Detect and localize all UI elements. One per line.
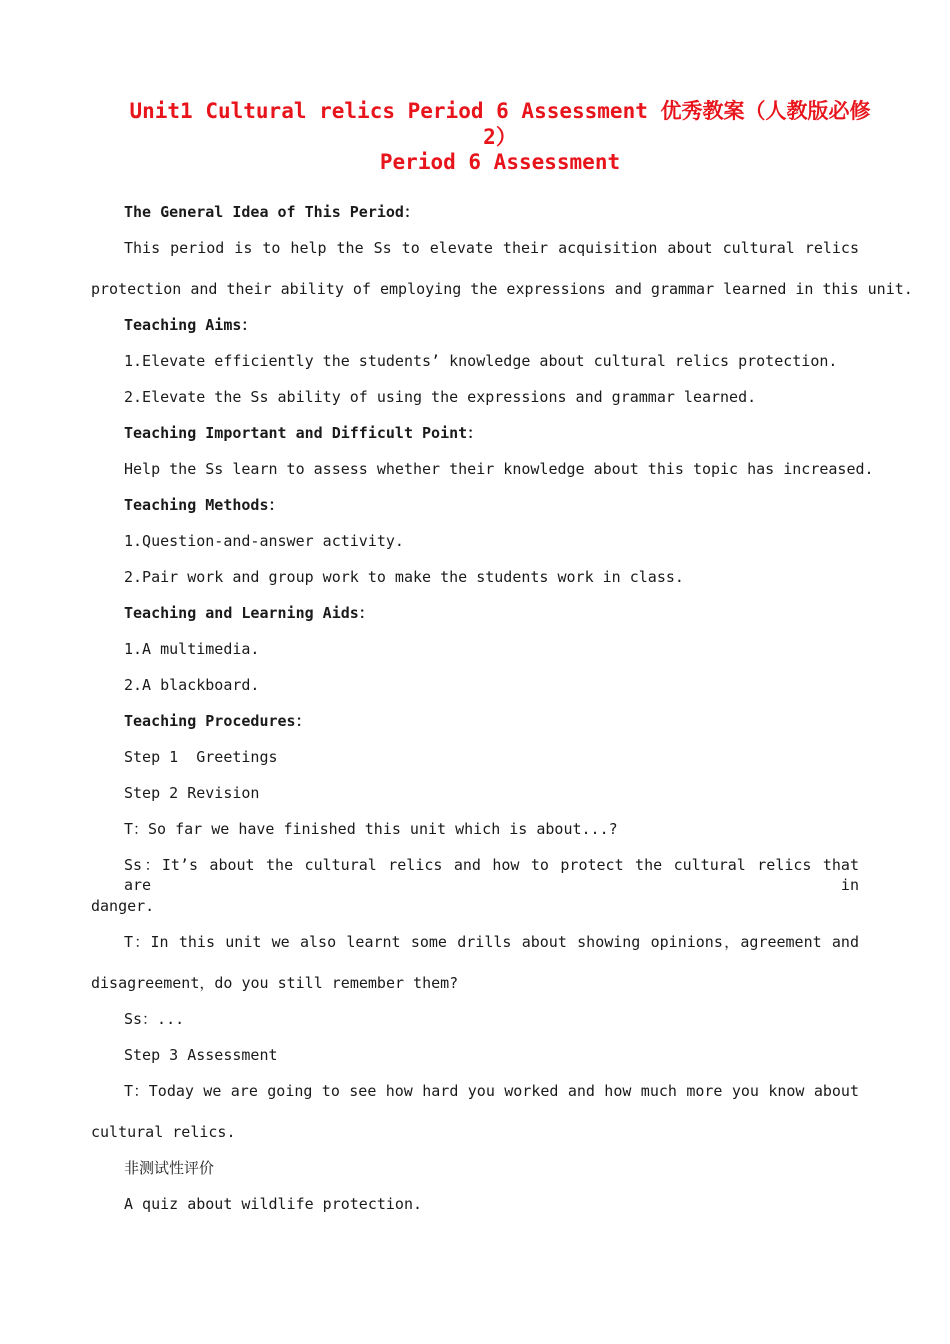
- students-line-1a: Ss：It’s about the cultural relics and how to protect the cultural relics that are in: [124, 856, 859, 894]
- method-item: 2.Pair work and group work to make the students work in class.: [124, 568, 684, 586]
- procedures-heading: Teaching Procedures：: [124, 712, 311, 730]
- students-line-1b: danger.: [91, 897, 155, 915]
- general-idea-text-line2: protection and their ability of employing the expressions and grammar learned in this unit.: [91, 280, 913, 298]
- method-item: 1.Question-and-answer activity.: [124, 532, 404, 550]
- step3: Step 3 Assessment: [124, 1046, 278, 1064]
- document-title-line2: 2）: [483, 125, 517, 149]
- important-point-text: Help the Ss learn to assess whether their knowledge about this topic has increased.: [124, 460, 874, 478]
- quiz-line: A quiz about wildlife protection.: [124, 1195, 423, 1213]
- teacher-line-3a: T：Today we are going to see how hard you worked and how much more you know about: [124, 1082, 859, 1100]
- methods-heading: Teaching Methods：: [124, 496, 284, 514]
- teacher-line-3b: cultural relics.: [91, 1123, 236, 1141]
- students-line-2: Ss：...: [124, 1010, 185, 1028]
- teaching-aims-heading: Teaching Aims：: [124, 316, 257, 334]
- step1: Step 1 Greetings: [124, 748, 278, 766]
- non-test-assessment-label: 非测试性评价: [124, 1159, 215, 1177]
- teacher-line-2a: T：In this unit we also learnt some drills about showing opinions，agreement and: [124, 933, 859, 951]
- teacher-line-2b: disagreement，do you still remember them?: [91, 974, 459, 992]
- document-subtitle: Period 6 Assessment: [379, 150, 621, 174]
- document-title-line1: Unit1 Cultural relics Period 6 Assessment 优秀教案（人教版必修: [129, 99, 871, 123]
- aid-item: 1.A multimedia.: [124, 640, 260, 658]
- teacher-line-1: T：So far we have finished this unit which is about...?: [124, 820, 618, 838]
- step2: Step 2 Revision: [124, 784, 260, 802]
- aids-heading: Teaching and Learning Aids：: [124, 604, 374, 622]
- teaching-aim-item: 2.Elevate the Ss ability of using the expressions and grammar learned.: [124, 388, 757, 406]
- teaching-aim-item: 1.Elevate efficiently the students’ knowledge about cultural relics protection.: [124, 352, 838, 370]
- general-idea-heading: The General Idea of This Period：: [124, 203, 419, 221]
- aid-item: 2.A blackboard.: [124, 676, 260, 694]
- general-idea-text-line1: This period is to help the Ss to elevate their acquisition about cultural relics: [124, 239, 859, 257]
- important-point-heading: Teaching Important and Difficult Point：: [124, 424, 483, 442]
